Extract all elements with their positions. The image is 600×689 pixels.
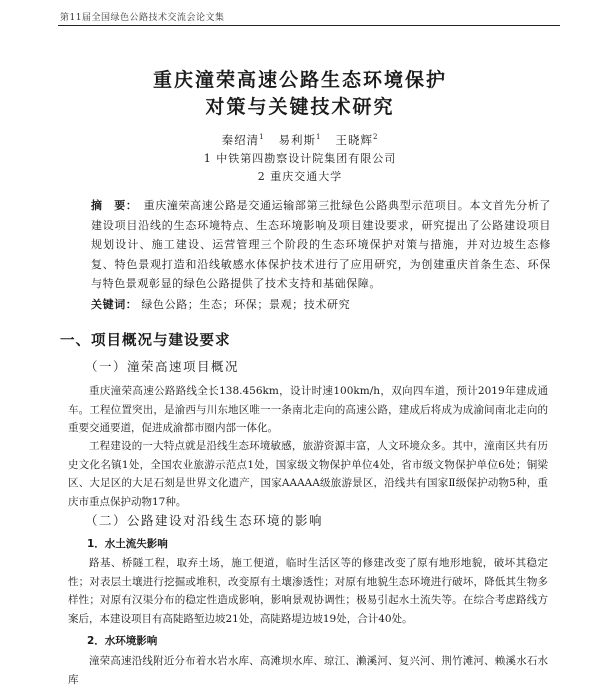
section-heading-1: 一、项目概况与建设要求	[60, 333, 231, 349]
author-name: 秦绍清	[221, 133, 260, 147]
subsection-heading-1: （一）潼荣高速项目概况	[85, 359, 240, 374]
header-rule	[58, 25, 560, 26]
author-affiliation-mark: 2	[372, 133, 379, 142]
abstract-text: 重庆潼荣高速公路是交通运输部第三批绿色公路典型示范项目。本文首先分析了建设项目沿线的生态环境特点、生态环境影响及项目建设要求，研究提出了公路建设项目规划设计、施工建设、运营管理三个阶段的生态环境保护对策与措施，并对边坡生态修复、特色景观打造和沿线敏感水体保护技术进行了应用研究，为创建重庆首条生态、环保与特色景观彰显的绿色公路提供了技术支持和基础保障。	[91, 199, 552, 290]
abstract-label: 摘 要：	[91, 199, 138, 212]
body-paragraph: 重庆潼荣高速公路路线全长138.456km，设计时速100km/h，双向四车道，预计2019年建成通车。工程位置突出，是渝西与川东地区唯一一条南北走向的高速公路，建成后将成为成渝间南北走向的重要交通要道，促进成渝都市圈内部一体化。	[68, 385, 548, 434]
keywords	[91, 296, 350, 312]
author-name: 易利斯	[278, 133, 317, 147]
affiliation-1: 1 中铁第四勘察设计院集团有限公司	[203, 152, 397, 165]
author-affiliation-mark: 1	[316, 133, 322, 142]
keywords-label: 关键词：	[91, 298, 138, 311]
running-header: 第11届全国绿色公路技术交流会论文集	[60, 13, 225, 23]
author-affiliation-mark: 1	[259, 133, 265, 142]
author-list	[0, 132, 600, 148]
author-name: 王晓辉	[335, 133, 373, 147]
body-paragraph: 路基、桥隧工程，取弃土场，施工便道，临时生活区等的修建改变了原有地形地貌，破坏其稳定性；对表层土壤进行挖掘或堆积，改变原有土壤渗透性；对原有地貌生态环境进行破坏，降低其生物多样性；对原有汉渠分布的稳定性造成影响，影响景观协调性；极易引起水土流失等。在综合考虑路线方案后，本建设项目有高陡路堑边坡21处，高陡路堤边坡19处，合计40处。	[68, 557, 548, 625]
keywords-text: 绿色公路；生态；环保；景观；技术研究	[141, 298, 351, 311]
paper-title-line-1: 重庆潼荣高速公路生态环境保护	[152, 69, 447, 91]
body-paragraph: 工程建设的一大特点就是沿线生态环境敏感，旅游资源丰富，人文环境众多。其中，潼南区共有历史文化名镇1处，全国农业旅游示范点1处，国家级文物保护单位4处，省市级文物保护单位6处；铜梁区、大足区的大足石刻是世界文化遗产，国家AAAAA级旅游景区，沿线共有国家Ⅱ级保护动物5种，重庆市重点保护动物17种。	[68, 440, 548, 508]
body-paragraph: 潼荣高速沿线附近分布着水岩水库、高滩坝水库、琼江、濑溪河、复兴河、荆竹滩河、赖溪水石水库	[68, 655, 548, 686]
sub-subsection-heading-2: 2．水环境影响	[87, 635, 158, 647]
abstract	[91, 196, 551, 294]
paper-title-line-2: 对策与关键技术研究	[205, 96, 395, 118]
affiliation-2: 2 重庆交通大学	[257, 170, 343, 183]
sub-subsection-heading-1: 1．水土流失影响	[87, 538, 168, 550]
subsection-heading-2: （二）公路建设对沿线生态环境的影响	[85, 513, 324, 528]
